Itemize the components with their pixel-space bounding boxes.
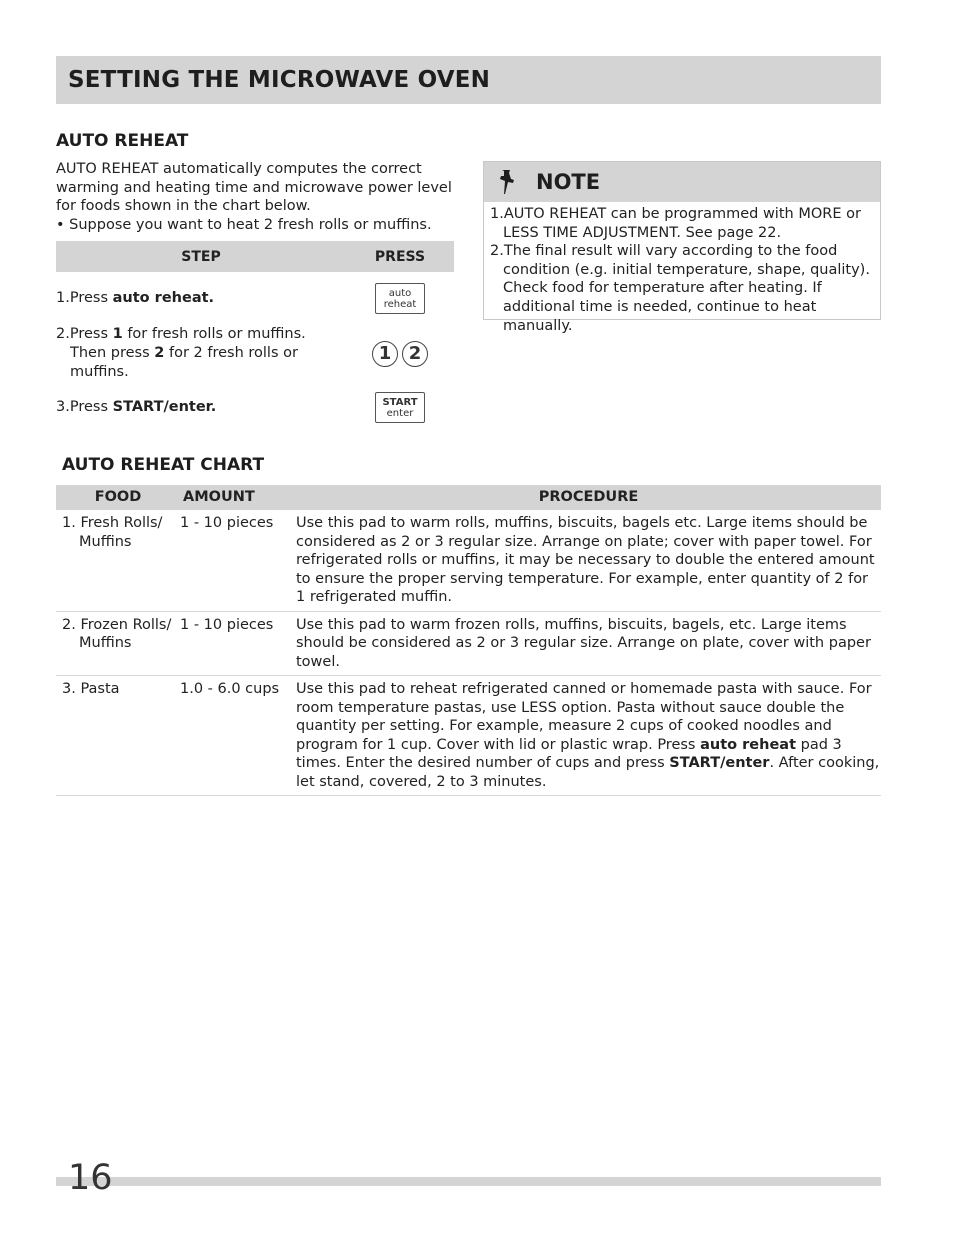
auto-reheat-key: auto reheat xyxy=(375,283,425,314)
note-heading: NOTE xyxy=(536,170,601,194)
procedure-column-header: PROCEDURE xyxy=(296,485,881,510)
note-box xyxy=(483,161,881,334)
note-item: 2.The final result will vary according to the food condition (e.g. initial temperature, shape, quality). Check food for temperature after heating. If additional time is needed, continue to heat manually. xyxy=(490,243,870,334)
amount-cell: 1.0 - 6.0 cups xyxy=(180,676,296,796)
step-column-header: STEP xyxy=(56,241,346,272)
auto-reheat-intro xyxy=(56,160,456,234)
footer-bar xyxy=(56,1177,881,1186)
amount-cell: 1 - 10 pieces xyxy=(180,611,296,676)
step-2-text: 2.Press 1 for fresh rolls or muffins. Then press 2 for 2 fresh rolls or muffins. xyxy=(56,326,306,380)
table-row xyxy=(56,325,454,382)
note-item: 1.AUTO REHEAT can be programmed with MORE or LESS TIME ADJUSTMENT. See page 22. xyxy=(490,206,861,241)
food-cell: 1. Fresh Rolls/ Muffins xyxy=(62,515,163,550)
procedure-cell: Use this pad to warm rolls, muffins, biscuits, bagels etc. Large items should be considered as 2 or 3 regular size. Arrange on plate; cover with paper towel. For refrigerated rolls or muffins, it may be necessary to double the entered amount to ensure the proper serving temperature. For example, enter quantity of 2 for 1 refrigerated muffin. xyxy=(296,510,881,611)
procedure-cell: Use this pad to warm frozen rolls, muffins, biscuits, bagels, etc. Large items should be considered as 2 or 3 regular size. Arrange on plate, cover with paper towel. xyxy=(296,611,881,676)
pushpin-icon xyxy=(498,168,518,196)
table-row xyxy=(56,272,454,325)
table-row xyxy=(56,676,881,796)
step-press-table xyxy=(56,241,454,433)
step-1-text: 1.Press auto reheat. xyxy=(56,290,215,306)
page-number: 16 xyxy=(68,1158,113,1198)
table-row xyxy=(56,382,454,433)
page-title: SETTING THE MICROWAVE OVEN xyxy=(68,67,491,93)
auto-reheat-chart xyxy=(56,485,881,796)
number-2-key: 2 xyxy=(402,341,428,367)
note-list xyxy=(484,202,880,335)
food-cell: 3. Pasta xyxy=(62,681,120,697)
table-row xyxy=(56,510,881,611)
start-enter-key: START enter xyxy=(375,392,425,423)
intro-text: AUTO REHEAT automatically computes the correct warming and heating time and microwave power level for foods shown in the chart below. xyxy=(56,161,452,214)
procedure-cell: Use this pad to reheat refrigerated canned or homemade pasta with sauce. For room temperature pastas, use LESS option. Pasta without sauce double the quantity per setting. For example, measure 2 cups of cooked noodles and program for 1 cup. Cover with lid or plastic wrap. Press auto reheat pad 3 times. Enter the desired number of cups and press START/enter. After cooking, let stand, covered, 2 to 3 minutes. xyxy=(296,676,881,796)
food-column-header: FOOD xyxy=(56,485,180,510)
amount-column-header: AMOUNT xyxy=(180,485,296,510)
table-row xyxy=(56,611,881,676)
amount-cell: 1 - 10 pieces xyxy=(180,510,296,611)
auto-reheat-chart-heading: AUTO REHEAT CHART xyxy=(62,455,265,475)
note-header xyxy=(484,162,880,202)
number-1-key: 1 xyxy=(372,341,398,367)
page-title-bar xyxy=(56,56,881,104)
auto-reheat-heading: AUTO REHEAT xyxy=(56,131,189,151)
press-column-header: PRESS xyxy=(346,241,454,272)
food-cell: 2. Frozen Rolls/ Muffins xyxy=(62,616,172,651)
intro-bullet: • Suppose you want to heat 2 fresh rolls or muffins. xyxy=(56,216,432,233)
step-3-text: 3.Press START/enter. xyxy=(56,399,217,415)
